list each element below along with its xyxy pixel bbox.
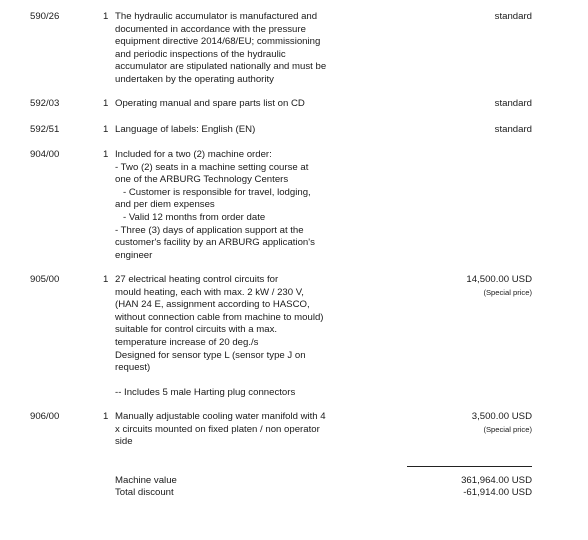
item-code: 905/00 [30,274,60,285]
item-description: 27 electrical heating control circuits for mould heating, each with max. 2 kW / 230 V, (HAN 24 E, assignment according to HASCO, without connection cable from machine to mould) suitable for control circuits with a max. temperature increase of 20 deg./s Designed for sensor type L (sensor type J on request) -- Includes 5 male Harting plug connectors [115,274,324,399]
item-code: 592/03 [30,98,60,109]
special-price-note: (Special price) [483,287,532,297]
machine-value-label: Machine value [115,475,177,486]
item-quantity: 1 [103,98,109,109]
item-code: 592/51 [30,124,60,135]
machine-value: 361,964.00 USD [461,475,532,486]
item-quantity: 1 [103,411,109,422]
item-code: 590/26 [30,11,60,22]
item-quantity: 1 [103,11,109,22]
item-description: Included for a two (2) machine order: - Two (2) seats in a machine setting course at one of the ARBURG Technology Centers - Customer is responsible for travel, lodging, and per diem expenses - Valid 12 months from order date - Three (3) days of application support at the customer's facility by an ARBURG application's engineer [115,149,315,261]
total-discount-label: Total discount [115,487,174,498]
item-description: Language of labels: English (EN) [115,124,256,135]
item-description: The hydraulic accumulator is manufactured and documented in accordance with the pressure equipment directive 2014/68/EU; commissioning and periodic inspections of the hydraulic accumulator are stipulated nationally and must be undertaken by the operating authority [115,11,327,85]
item-price: standard [494,124,532,135]
item-description: Manually adjustable cooling water manifold with 4 x circuits mounted on fixed platen / non operator side [115,411,326,448]
item-description: Operating manual and spare parts list on CD [115,98,305,109]
item-code: 904/00 [30,149,60,160]
item-code: 906/00 [30,411,60,422]
item-price: 3,500.00 USD [471,411,532,422]
total-discount: -61,914.00 USD [463,487,532,498]
item-price: standard [494,11,532,22]
item-price-block [466,274,532,298]
item-quantity: 1 [103,124,109,135]
item-price-block [472,411,532,435]
item-quantity: 1 [103,149,109,160]
item-price: standard [494,98,532,109]
item-quantity: 1 [103,274,109,285]
special-price-note: (Special price) [483,424,532,434]
item-price: 14,500.00 USD [466,274,532,285]
summary-divider [407,466,532,467]
